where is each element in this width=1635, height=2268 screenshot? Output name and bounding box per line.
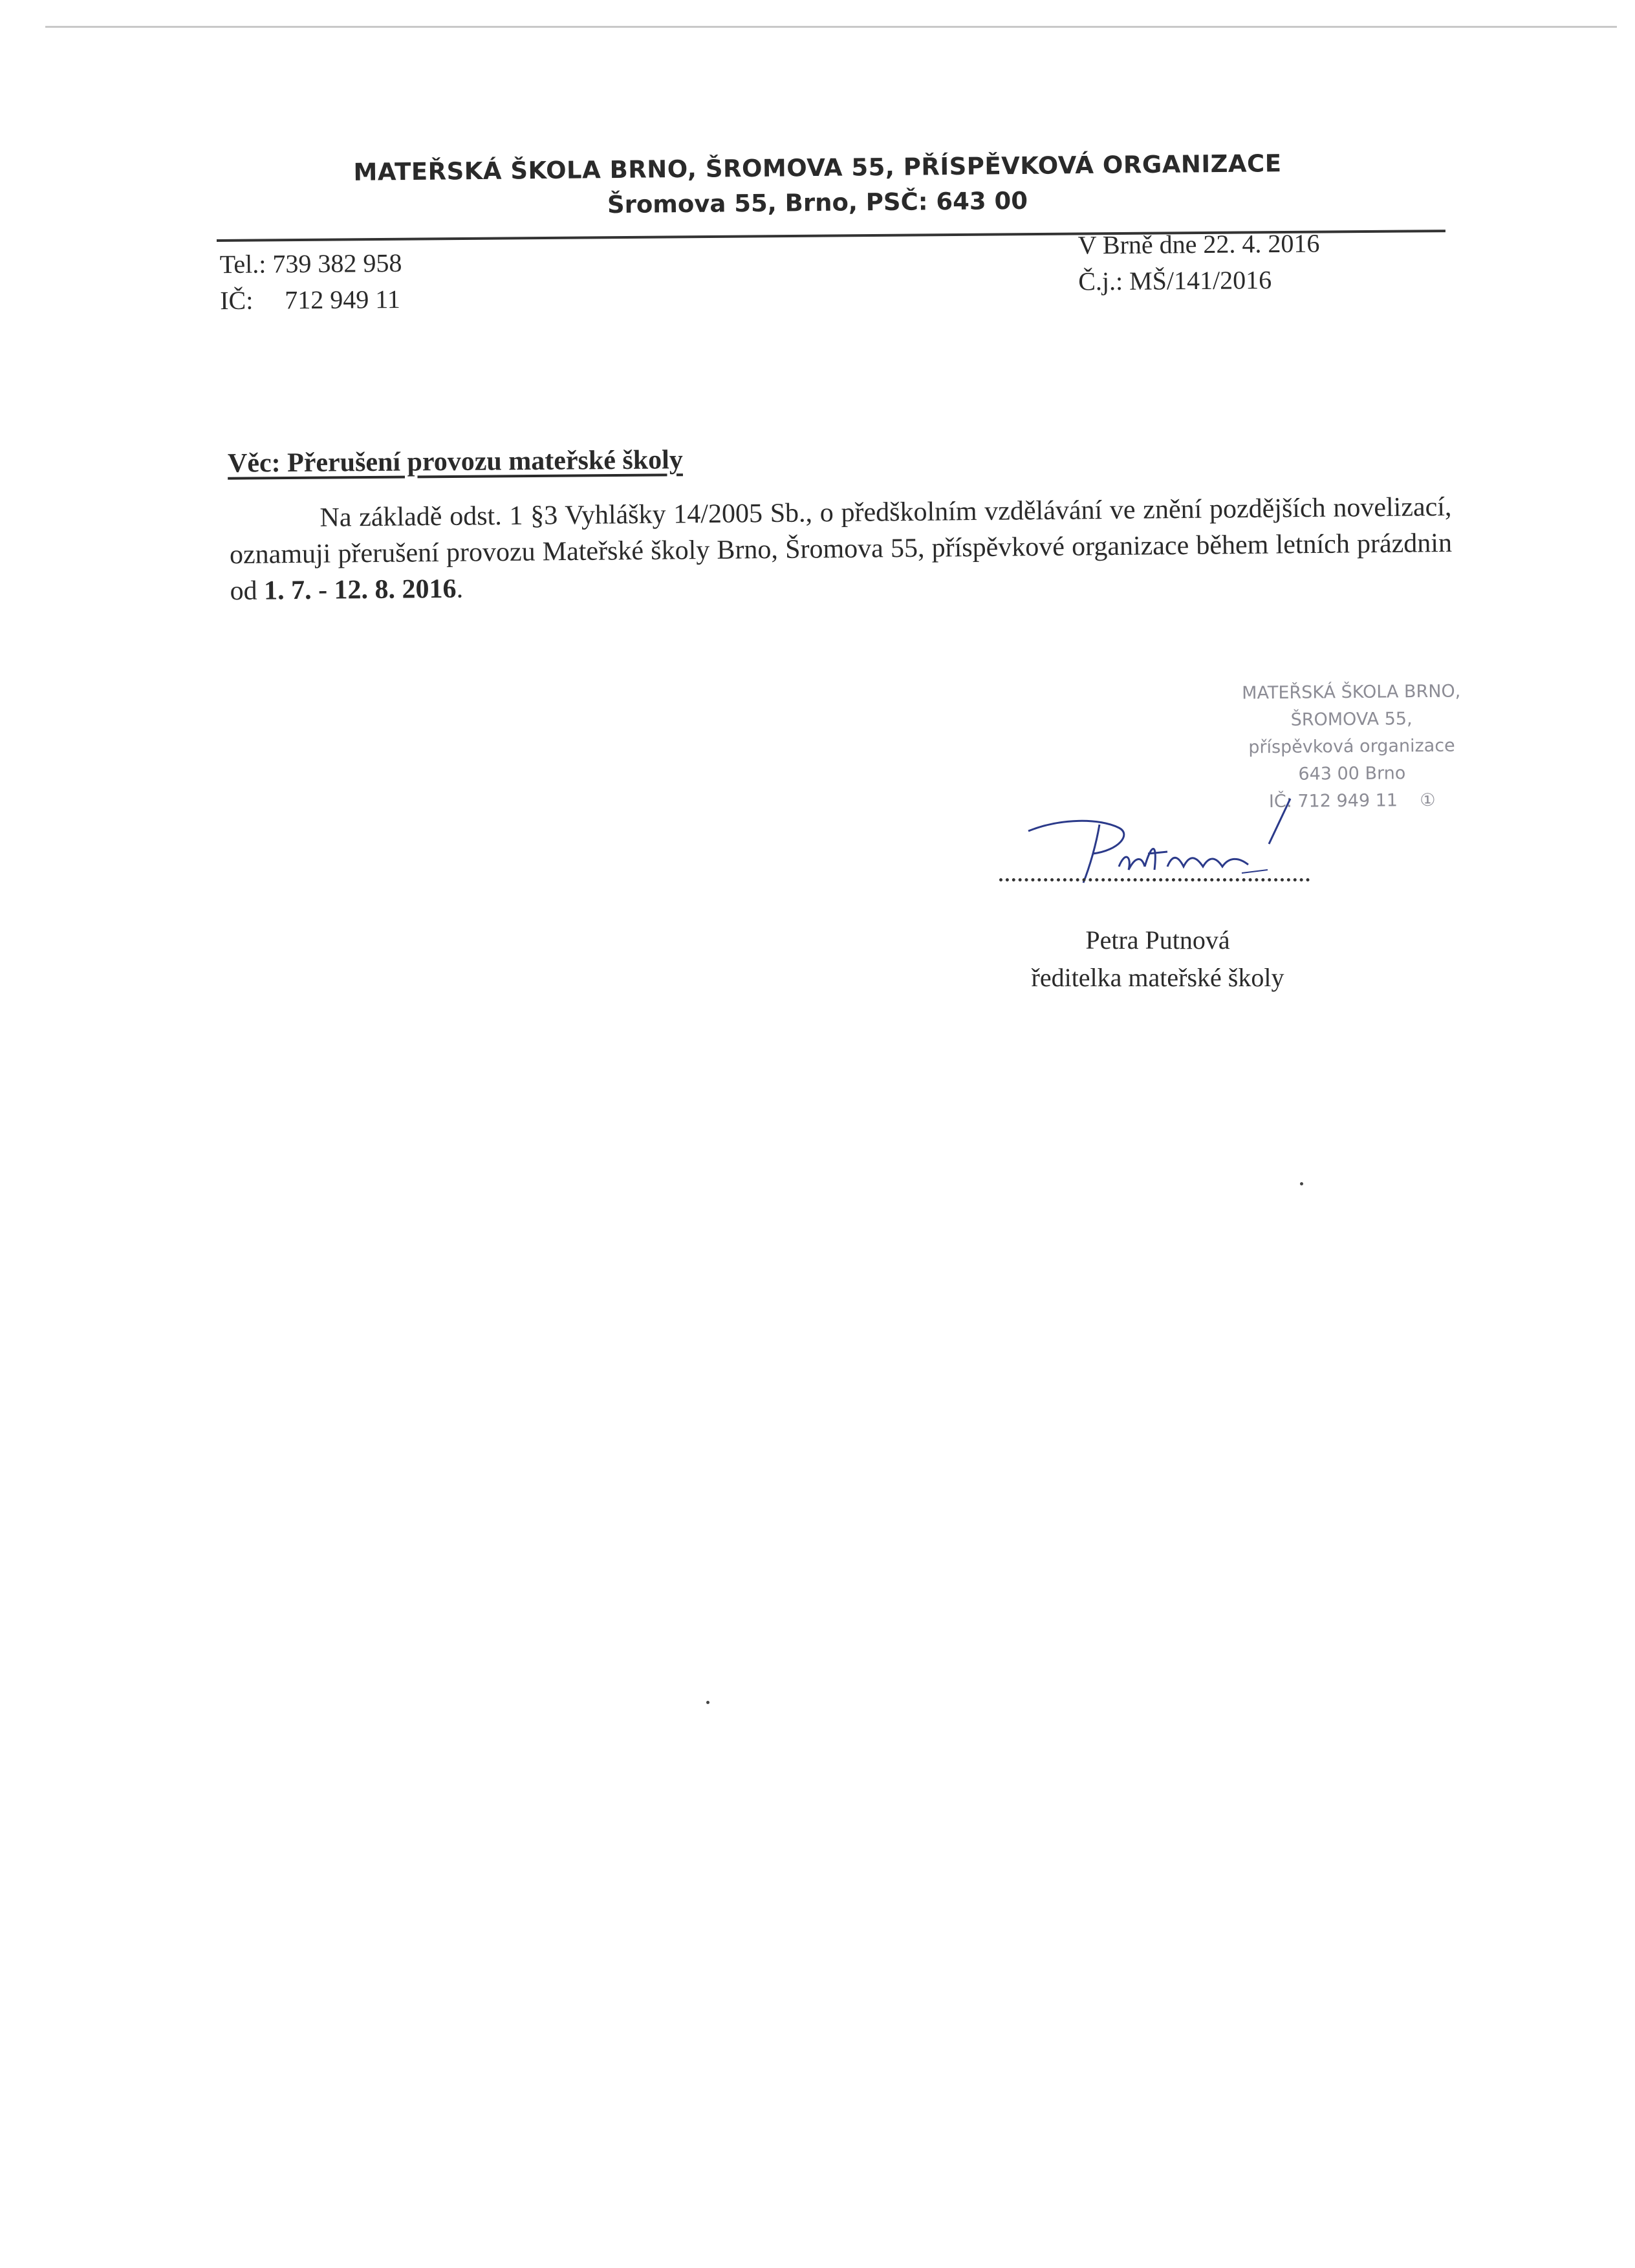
phone-line (220, 245, 402, 283)
signer-name: Petra Putnová (1085, 925, 1230, 955)
closure-period: 1. 7. - 12. 8. 2016 (263, 574, 457, 606)
organization-address: Šromova 55, Brno, PSČ: 643 00 (607, 186, 1028, 219)
stamp-line-1: MATEŘSKÁ ŠKOLA BRNO, (1242, 681, 1461, 704)
signature-line (999, 876, 1310, 881)
reference-block (1078, 226, 1321, 300)
stamp-line-4: 643 00 Brno (1298, 763, 1406, 784)
stamp-line-2: ŠROMOVA 55, (1290, 709, 1413, 730)
school-stamp (1183, 678, 1521, 817)
signer-title: ředitelka mateřské školy (1031, 963, 1284, 992)
stamp-line-3: příspěvková organizace (1248, 735, 1455, 758)
ic-number: 712 949 11 (285, 284, 400, 315)
date-line: V Brně dne 22. 4. 2016 (1077, 228, 1320, 260)
contact-block (220, 245, 402, 319)
ic-line (220, 281, 402, 319)
organization-name: MATEŘSKÁ ŠKOLA BRNO, ŠROMOVA 55, PŘÍSPĚVKOVÁ ORGANIZACE (353, 149, 1282, 186)
handwritten-signature (1022, 805, 1294, 896)
ic-label: IČ: (220, 285, 254, 316)
scan-top-edge-line (45, 26, 1617, 28)
stamp-signature-stroke (1261, 795, 1300, 847)
stamp-ic: IČ: 712 949 11 (1268, 790, 1398, 812)
body-end: . (456, 574, 464, 604)
signer-block (996, 922, 1319, 997)
stamp-mark-icon: ① (1420, 790, 1436, 811)
body-paragraph (229, 489, 1453, 609)
phone-number: 739 382 958 (272, 248, 402, 279)
phone-label: Tel.: (219, 249, 266, 279)
body-text: Na základě odst. 1 §3 Vyhlášky 14/2005 Sb., o předškolním vzdělávání ve znění pozdějších novelizací, oznamuji přerušení provozu Mateřské školy Brno, Šromova 55, příspěvkové organizace během letních prázdnin od (229, 491, 1453, 607)
reference-number: Č.j.: MŠ/141/2016 (1078, 265, 1272, 296)
subject-line: Věc: Přerušení provozu mateřské školy (227, 445, 683, 479)
scan-speck (706, 1701, 709, 1704)
scan-speck (1300, 1182, 1303, 1185)
